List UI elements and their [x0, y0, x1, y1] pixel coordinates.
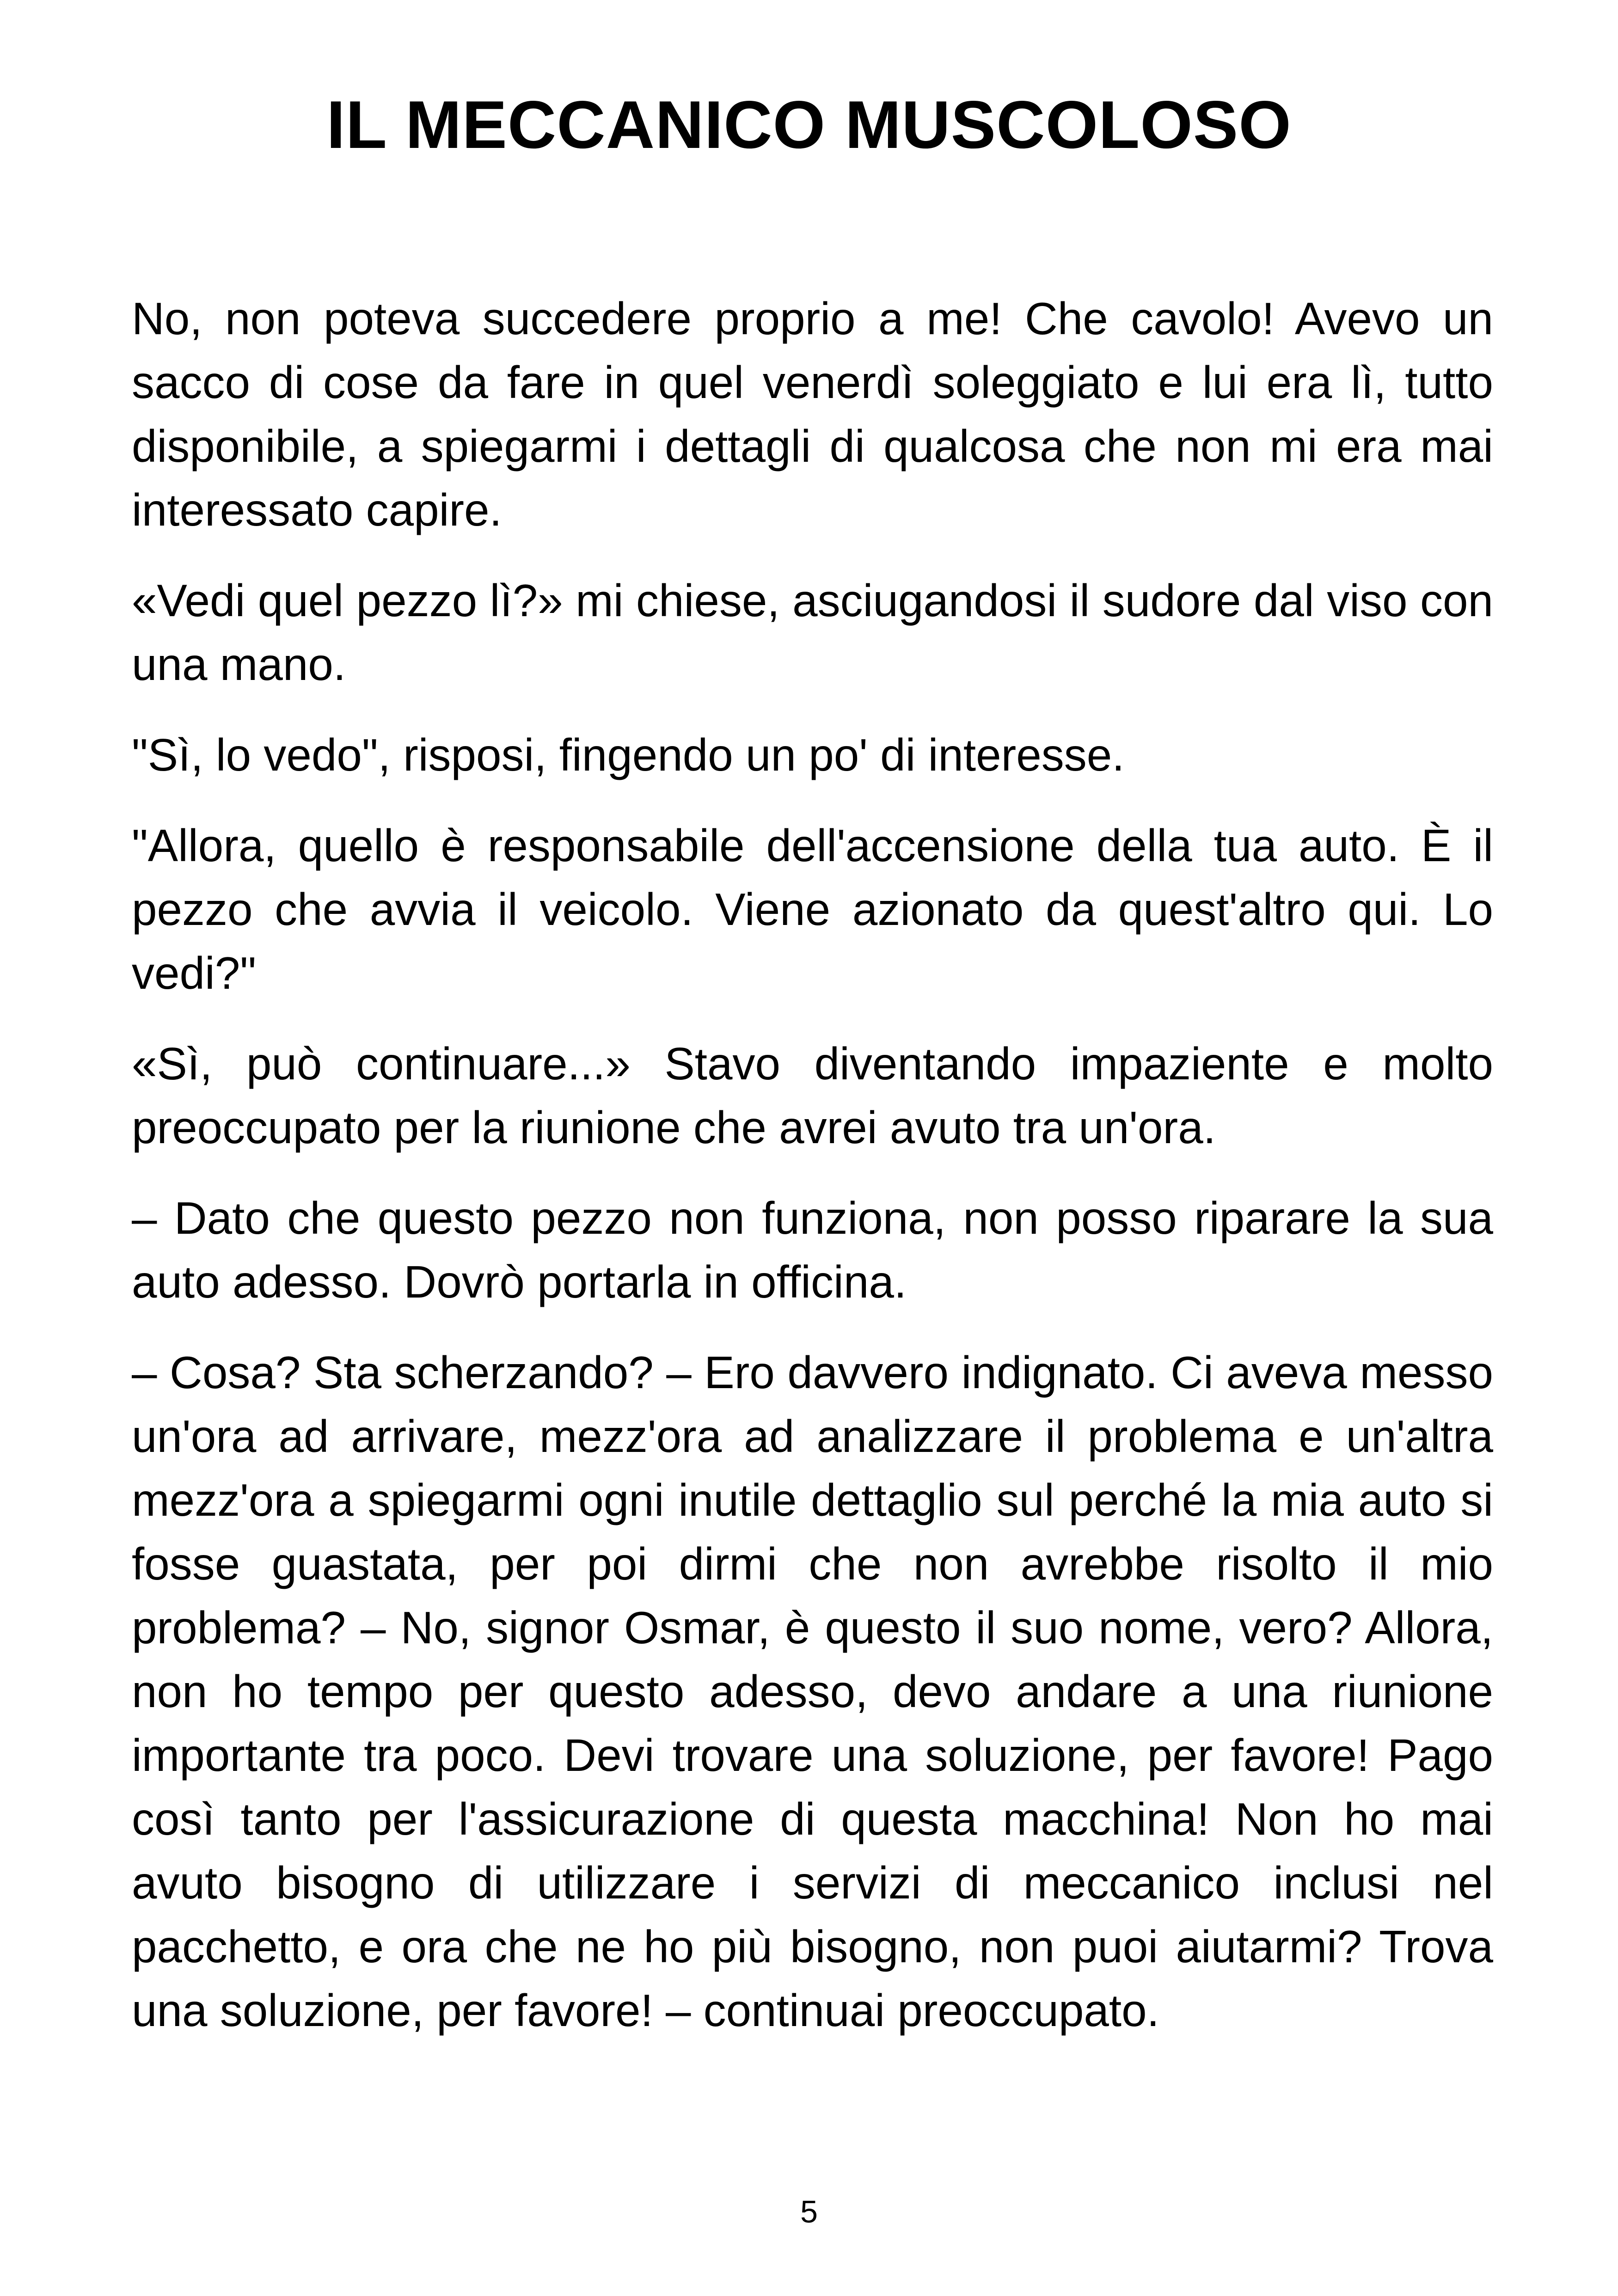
paragraph: «Vedi quel pezzo lì?» mi chiese, asciugandosi il sudore dal viso con una mano.	[132, 575, 1493, 690]
paragraph: – Dato che questo pezzo non funziona, non posso riparare la sua auto adesso. Dovrò portarla in officina.	[132, 1193, 1493, 1307]
paragraph: No, non poteva succedere proprio a me! Che cavolo! Avevo un sacco di cose da fare in quel venerdì soleggiato e lui era lì, tutto disponibile, a spiegarmi i dettagli di qualcosa che non mi era mai interessato capire.	[132, 293, 1493, 535]
paragraph: – Cosa? Sta scherzando? – Ero davvero indignato. Ci aveva messo un'ora ad arrivare, mezz'ora ad analizzare il problema e un'altra mezz'ora a spiegarmi ogni inutile dettaglio sul perché la mia auto si fosse guastata, per poi dirmi che non avrebbe risolto il mio problema? – No, signor Osmar, è questo il suo nome, vero? Allora, non ho tempo per questo adesso, devo andare a una riunione importante tra poco. Devi trovare una soluzione, per favore! Pago così tanto per l'assicurazione di questa macchina! Non ho mai avuto bisogno di utilizzare i servizi di meccanico inclusi nel pacchetto, e ora che ne ho più bisogno, non puoi aiutarmi? Trova una soluzione, per favore! – continuai preoccupato.	[132, 1347, 1493, 2036]
body-text	[132, 287, 1493, 2069]
paragraph: «Sì, può continuare...» Stavo diventando impaziente e molto preoccupato per la riunione che avrei avuto tra un'ora.	[132, 1038, 1493, 1153]
page-title: IL MECCANICO MUSCOLOSO	[326, 87, 1292, 162]
paragraph: "Allora, quello è responsabile dell'accensione della tua auto. È il pezzo che avvia il veicolo. Viene azionato da quest'altro qui. Lo vedi?"	[132, 820, 1493, 998]
paragraph: "Sì, lo vedo", risposi, fingendo un po' di interesse.	[132, 729, 1125, 780]
page-number: 5	[800, 2194, 818, 2229]
